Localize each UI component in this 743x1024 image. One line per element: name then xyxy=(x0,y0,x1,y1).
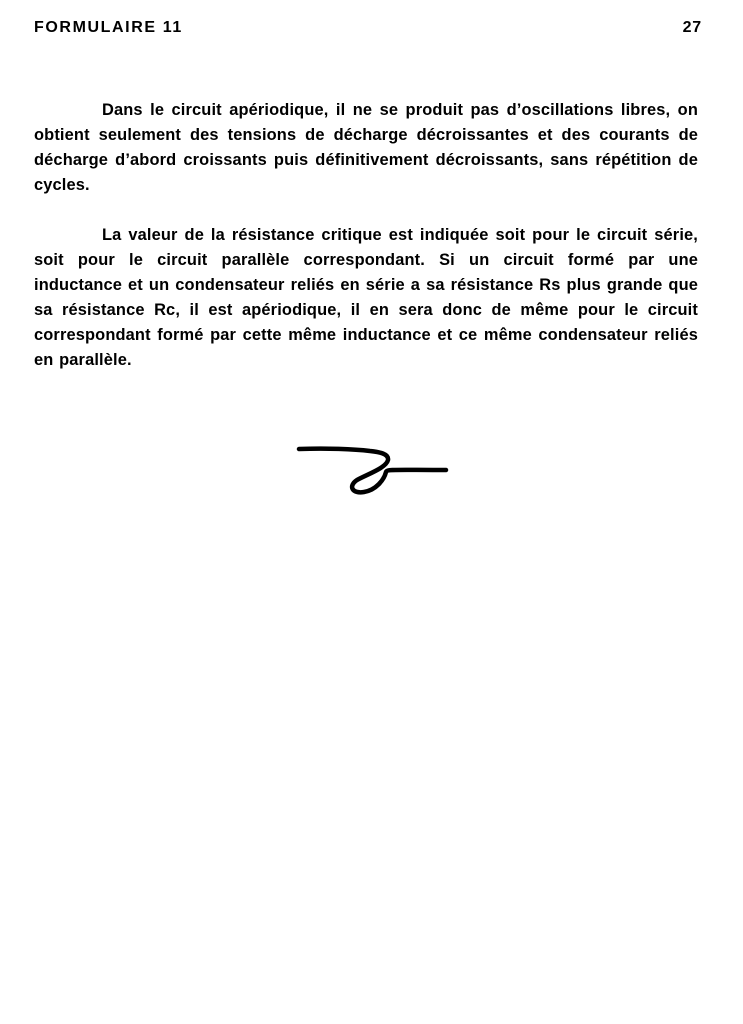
page-number: 27 xyxy=(682,19,702,36)
header-title: FORMULAIRE 11 xyxy=(34,19,183,36)
end-flourish-icon xyxy=(296,442,454,498)
paragraph-critical-resistance: La valeur de la résistance critique est indiquée soit pour le circuit série, soit pour le circuit parallèle correspondant. Si un circuit formé par une inductance et un condensateur reliés en série a sa résistance Rs plus grande que sa résistance Rc, il est apériodique, il en sera donc de même pour le circuit correspondant formé par cette même inductance et ce même condensateur reliés en parallèle. xyxy=(34,226,698,369)
paragraph-aperiodic-circuit: Dans le circuit apériodique, il ne se produit pas d’oscillations libres, on obtient seulement des tensions de décharge décroissantes et des courants de décharge d’abord croissants puis définitivement décroissants, sans répétition de cycles. xyxy=(34,101,698,194)
flourish-stroke xyxy=(299,449,446,493)
page-header xyxy=(34,19,702,41)
body-text xyxy=(34,98,698,398)
